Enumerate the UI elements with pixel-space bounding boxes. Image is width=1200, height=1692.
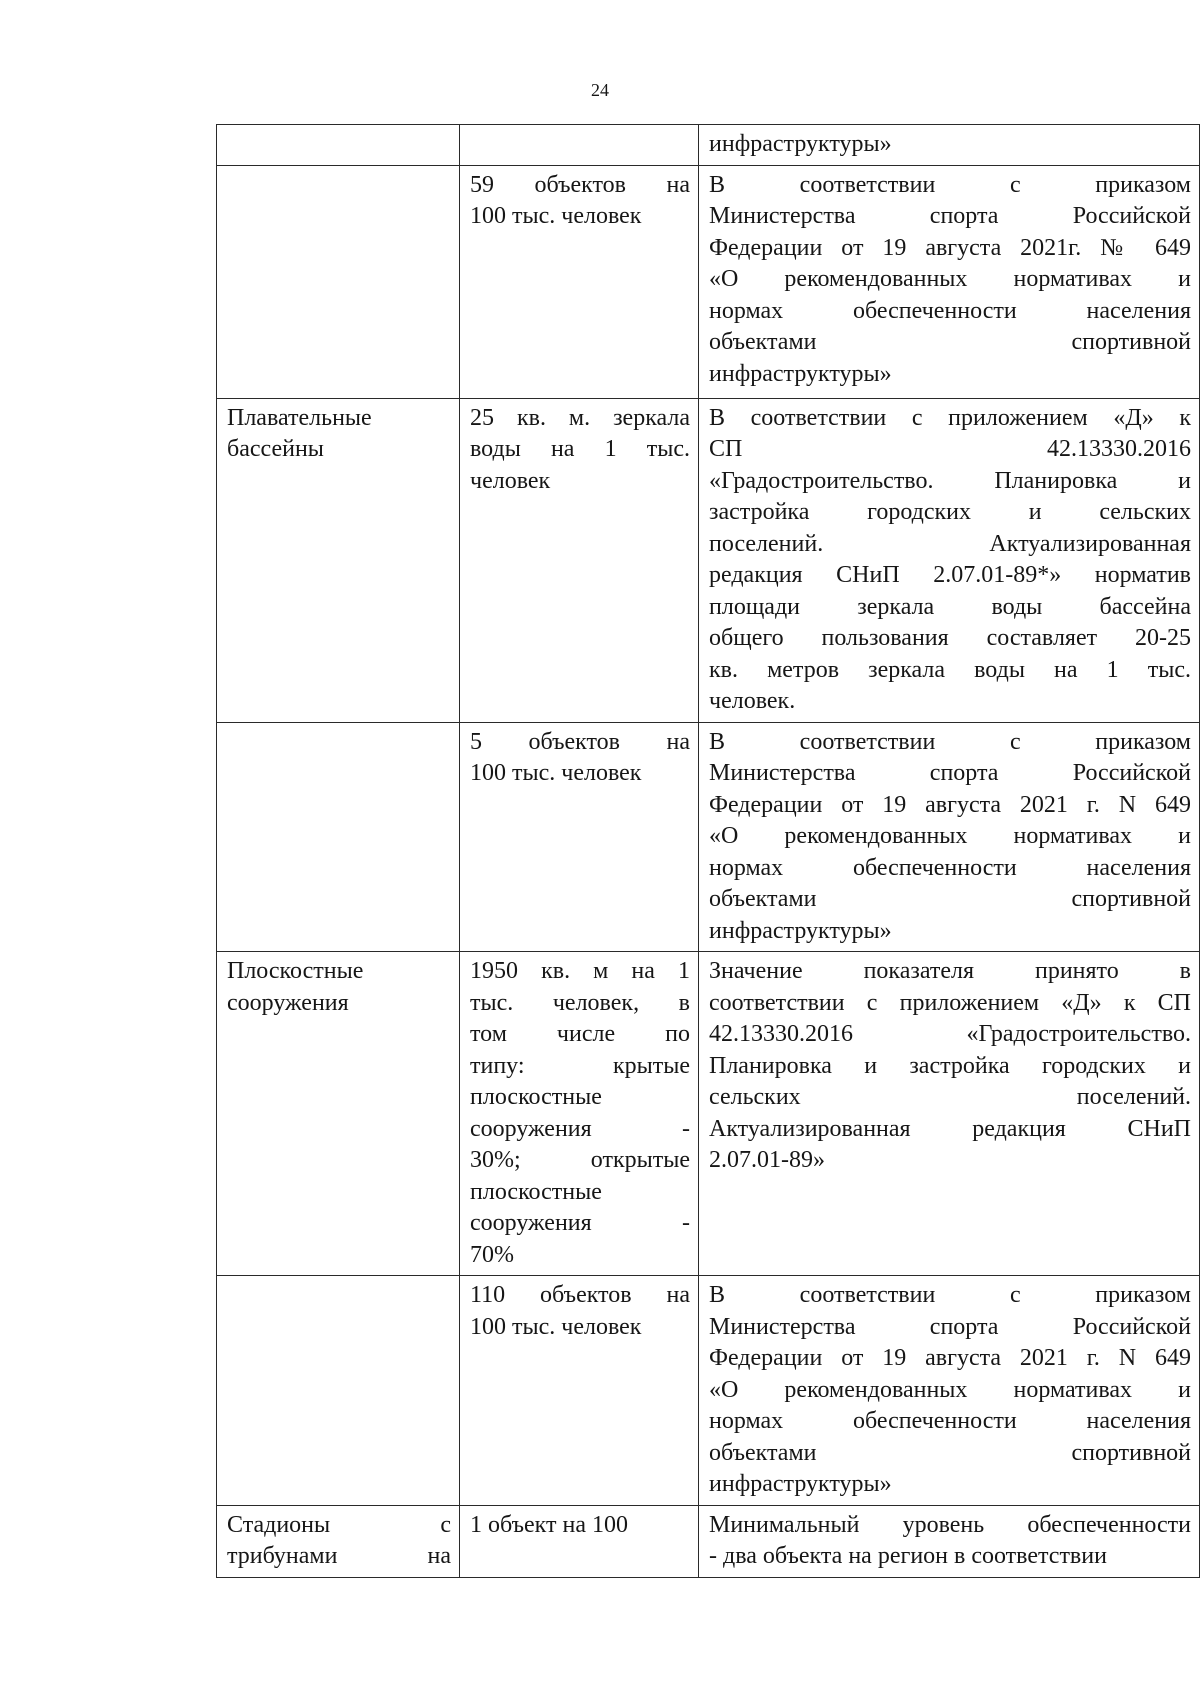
cell-line: поселений. Актуализированная [709,530,1191,557]
cell-line: Министерства спорта Российской [709,203,1191,229]
cell-line: редакция СНиП 2.07.01-89*» норматив [709,562,1191,588]
cell-line: нормах обеспеченности населения [709,1408,1191,1434]
object-type-cell [217,722,460,952]
object-type-cell [217,1276,460,1506]
cell-line: «О рекомендованных нормативах и [709,823,1191,849]
cell-line: Федерации от 19 августа 2021 г. N 649 [709,791,1191,818]
table-row [217,398,1200,722]
legal-basis-cell [699,1505,1200,1577]
cell-line: сооружения [227,989,349,1016]
norm-value-cell [460,125,699,166]
cell-line: Министерства спорта Российской [709,1313,1191,1340]
cell-line: 100 тыс. человек [470,203,642,229]
cell-line: человек [470,467,551,494]
norm-value-cell [460,722,699,952]
cell-line: «О рекомендованных нормативах и [709,1376,1191,1403]
cell-line: 110 объектов на [470,1282,690,1308]
cell-line: инфраструктуры» [709,131,892,157]
cell-line: тыс. человек, в [470,989,690,1016]
cell-line: 1950 кв. м на 1 [470,958,690,984]
cell-line: человек. [709,688,796,714]
object-type-cell [217,165,460,398]
norm-value-cell [460,1505,699,1577]
legal-basis-cell [699,398,1200,722]
cell-line: Стадионы с [227,1511,451,1538]
table-row [217,165,1200,398]
cell-line: объектами спортивной [709,886,1191,912]
cell-line: «О рекомендованных нормативах и [709,266,1191,292]
cell-line: «Градостроительство. Планировка и [709,467,1191,494]
cell-line: застройка городских и сельских [709,499,1191,525]
cell-line: 42.13330.2016 «Градостроительство. [709,1021,1191,1047]
cell-line: плоскостные [470,1084,602,1110]
cell-line: воды на 1 тыс. [470,436,690,462]
table-row [217,125,1200,166]
cell-line: объектами спортивной [709,329,1191,355]
cell-line: Значение показателя принято в [709,958,1191,984]
cell-line: сооружения - [470,1115,690,1142]
norms-table-body [217,125,1200,1578]
cell-line: В соответствии с приказом [709,1282,1191,1308]
cell-line: площади зеркала воды бассейна [709,593,1191,620]
cell-line: Актуализированная редакция СНиП [709,1115,1191,1142]
cell-line: 1 объект на 100 [470,1511,629,1538]
table-row [217,722,1200,952]
cell-line: сооружения - [470,1210,690,1236]
cell-line: 59 объектов на [470,171,690,198]
legal-basis-cell [699,125,1200,166]
cell-line: СП 42.13330.2016 [709,436,1191,462]
cell-line: Минимальный уровень обеспеченности [709,1511,1191,1538]
cell-line: инфраструктуры» [709,360,892,387]
norm-value-cell [460,1276,699,1506]
object-type-cell [217,1505,460,1577]
legal-basis-cell [699,952,1200,1276]
cell-line: соответствии с приложением «Д» к СП [709,989,1191,1016]
cell-line: В соответствии с приложением «Д» к [709,404,1191,431]
cell-line: Плавательные [227,404,372,431]
cell-line: инфраструктуры» [709,917,892,944]
legal-basis-cell [699,722,1200,952]
cell-line: нормах обеспеченности населения [709,854,1191,881]
cell-line: трибунами на [227,1543,451,1569]
cell-line: Федерации от 19 августа 2021г. № 649 [709,234,1191,261]
cell-line: общего пользования составляет 20-25 [709,625,1191,651]
cell-line: нормах обеспеченности населения [709,297,1191,324]
cell-line: Министерства спорта Российской [709,760,1191,786]
norm-value-cell [460,398,699,722]
cell-line: сельских поселений. [709,1084,1191,1110]
cell-line: Планировка и застройка городских и [709,1052,1191,1079]
legal-basis-cell [699,1276,1200,1506]
cell-line: 25 кв. м. зеркала [470,404,690,431]
cell-line: кв. метров зеркала воды на 1 тыс. [709,656,1191,683]
cell-line: 30%; открытые [470,1147,690,1173]
object-type-cell [217,125,460,166]
object-type-cell [217,952,460,1276]
cell-line: типу: крытые [470,1052,690,1079]
cell-line: - два объекта на регион в соответствии [709,1543,1107,1569]
cell-line: инфраструктуры» [709,1471,892,1497]
norms-table [216,124,1200,1578]
cell-line: 70% [470,1241,514,1268]
norm-value-cell [460,165,699,398]
cell-line: В соответствии с приказом [709,171,1191,198]
object-type-cell [217,398,460,722]
cell-line: 2.07.01-89» [709,1147,825,1173]
legal-basis-cell [699,165,1200,398]
cell-line: 100 тыс. человек [470,1313,642,1340]
norm-value-cell [460,952,699,1276]
cell-line: 5 объектов на [470,728,690,755]
page-number: 24 [591,80,609,100]
cell-line: том числе по [470,1021,690,1047]
cell-line: Федерации от 19 августа 2021 г. N 649 [709,1345,1191,1371]
cell-line: плоскостные [470,1178,602,1205]
cell-line: бассейны [227,436,324,462]
cell-line: В соответствии с приказом [709,728,1191,755]
table-row [217,1276,1200,1506]
cell-line: 100 тыс. человек [470,760,642,786]
cell-line: объектами спортивной [709,1439,1191,1466]
table-row [217,952,1200,1276]
cell-line: Плоскостные [227,958,364,984]
table-row [217,1505,1200,1577]
